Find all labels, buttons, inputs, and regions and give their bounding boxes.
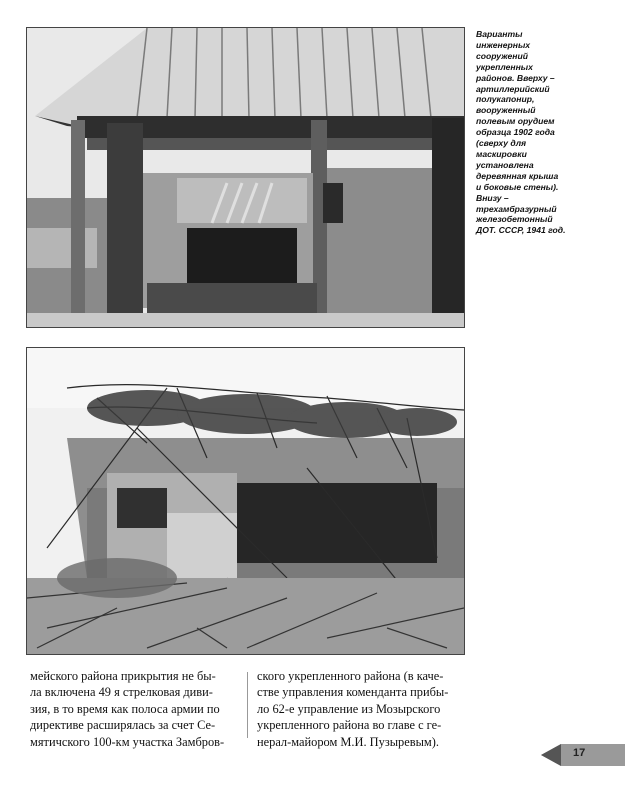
page-number: 17	[573, 747, 586, 759]
body-text-left-column: мейского района прикрытия не бы- ла включена 49 я стрелковая диви- зия, в то время как полоса армии по директиве расширялась за счет Се- мятичского 100-км участка Замбров-	[30, 669, 225, 749]
body-text-right-column: ского укрепленного района (в каче- стве управления коменданта прибы- ло 62-е управление из Мозырского укрепленного района во главе с ге- нерал-майором М.И. Пузыревым).	[257, 669, 449, 749]
photo-half-caponier	[26, 27, 465, 328]
column-divider	[247, 672, 248, 738]
photo-half-caponier-image	[27, 28, 464, 327]
photo-pillbox	[26, 347, 465, 655]
photo-caption: Варианты инженерных сооружений укрепленных районов. Вверху – артиллерийский полукапонир, вооруженный полевым орудием образца 1902 года (сверху для маскировки установлена деревянная крыша и боковые стены). Внизу – трехамбразурный железобетонный ДОТ. СССР, 1941 год.	[476, 29, 566, 236]
page-number-tab	[541, 744, 625, 766]
photo-pillbox-image	[27, 348, 464, 654]
